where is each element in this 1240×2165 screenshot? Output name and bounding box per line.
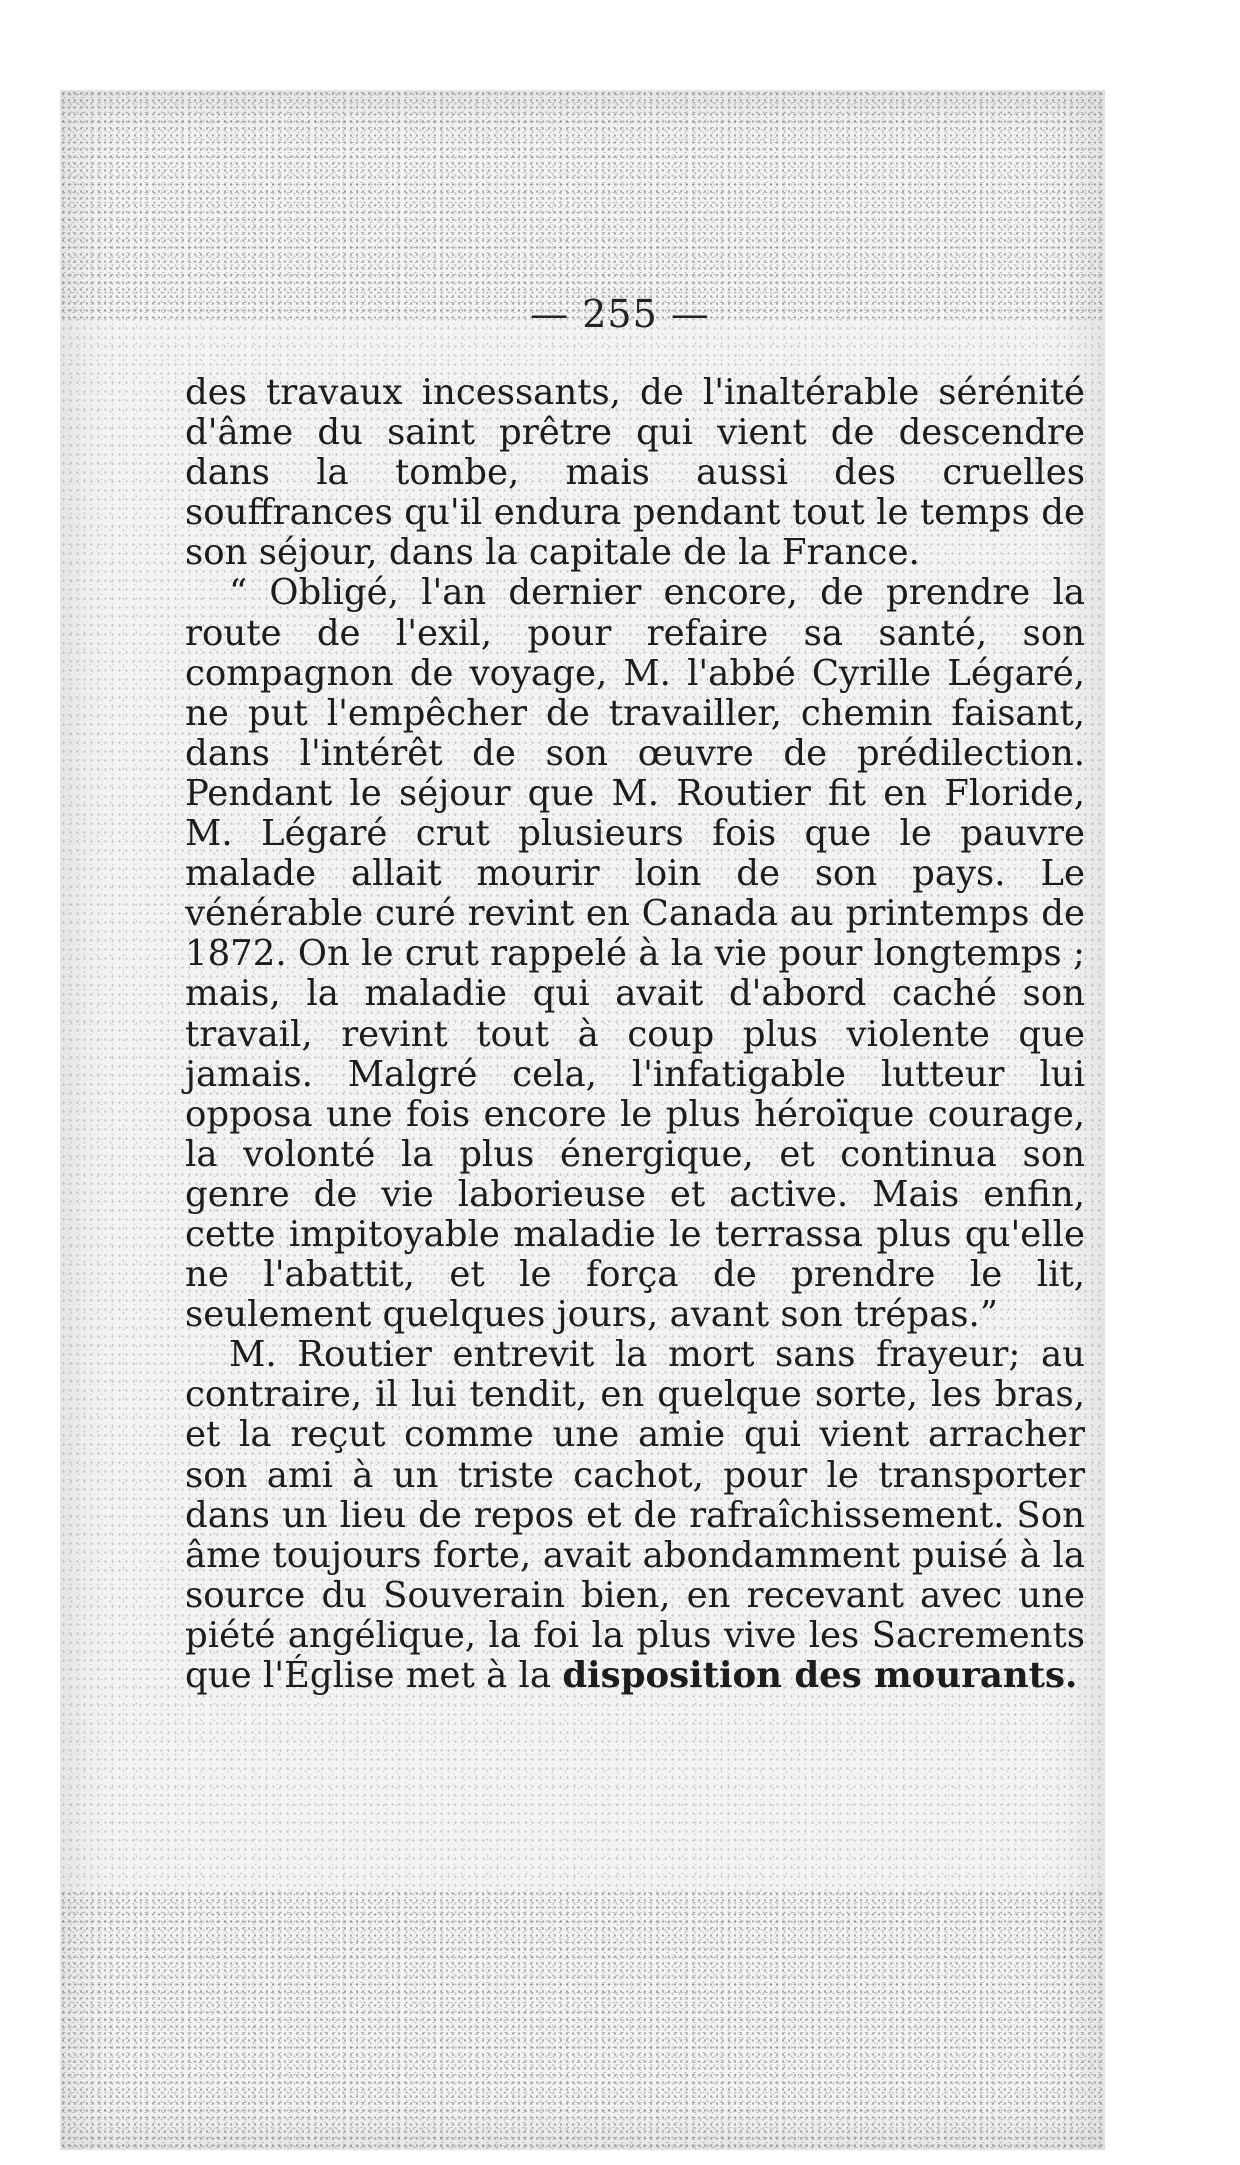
body-text [185,373,1085,1696]
paper-noise-bottom [60,1890,1105,2150]
paragraph-2: “ Obligé, l'an dernier encore, de prendre la route de l'exil, pour refaire sa santé, son compagnon de voyage, M. l'abbé Cyrille Légaré, ne put l'empêcher de travailler, chemin faisant, dans l'intérêt de son œuvre de prédilection. Pendant le séjour que M. Routier fit en Floride, M. Légaré crut plusieurs fois que le pauvre malade allait mourir loin de son pays. Le vénérable curé revint en Canada au printemps de 1872. On le crut rappelé à la vie pour longtemps ; mais, la maladie qui avait d'abord caché son travail, revint tout à coup plus violente que jamais. Malgré cela, l'infatigable lutteur lui opposa une fois encore le plus héroïque courage, la volonté la plus énergique, et continua son genre de vie laborieuse et active. Mais enfin, cette impitoyable maladie le terrassa plus qu'elle ne l'abattit, et le força de prendre le lit, seulement quelques jours, avant son trépas.” [185,572,1085,1336]
paragraph-1: des travaux incessants, de l'inaltérable sérénité d'âme du saint prêtre qui vient de descendre dans la tombe, mais aussi des cruelles souffrances qu'il endura pendant tout le temps de son séjour, dans la capitale de la France. [185,372,1085,574]
paper-noise-top [60,90,1105,320]
paragraph-3-text: M. Routier entrevit la mort sans frayeur; au contraire, il lui tendit, en quelque sorte, les bras, et la reçut comme une amie qui vient arracher son ami à un triste cachot, pour le transporter dans un lieu de repos et de rafraîchissement. Son âme toujours forte, avait abondamment puisé à la source du Souverain bien, en recevant avec une piété angélique, la foi la plus vive les Sacrements que l'Église met à la [185,1334,1085,1696]
page-number: — 255 — [530,292,710,336]
paragraph-3-bold-ending: disposition des mourants. [562,1655,1078,1696]
paragraph-3 [185,1335,1085,1696]
